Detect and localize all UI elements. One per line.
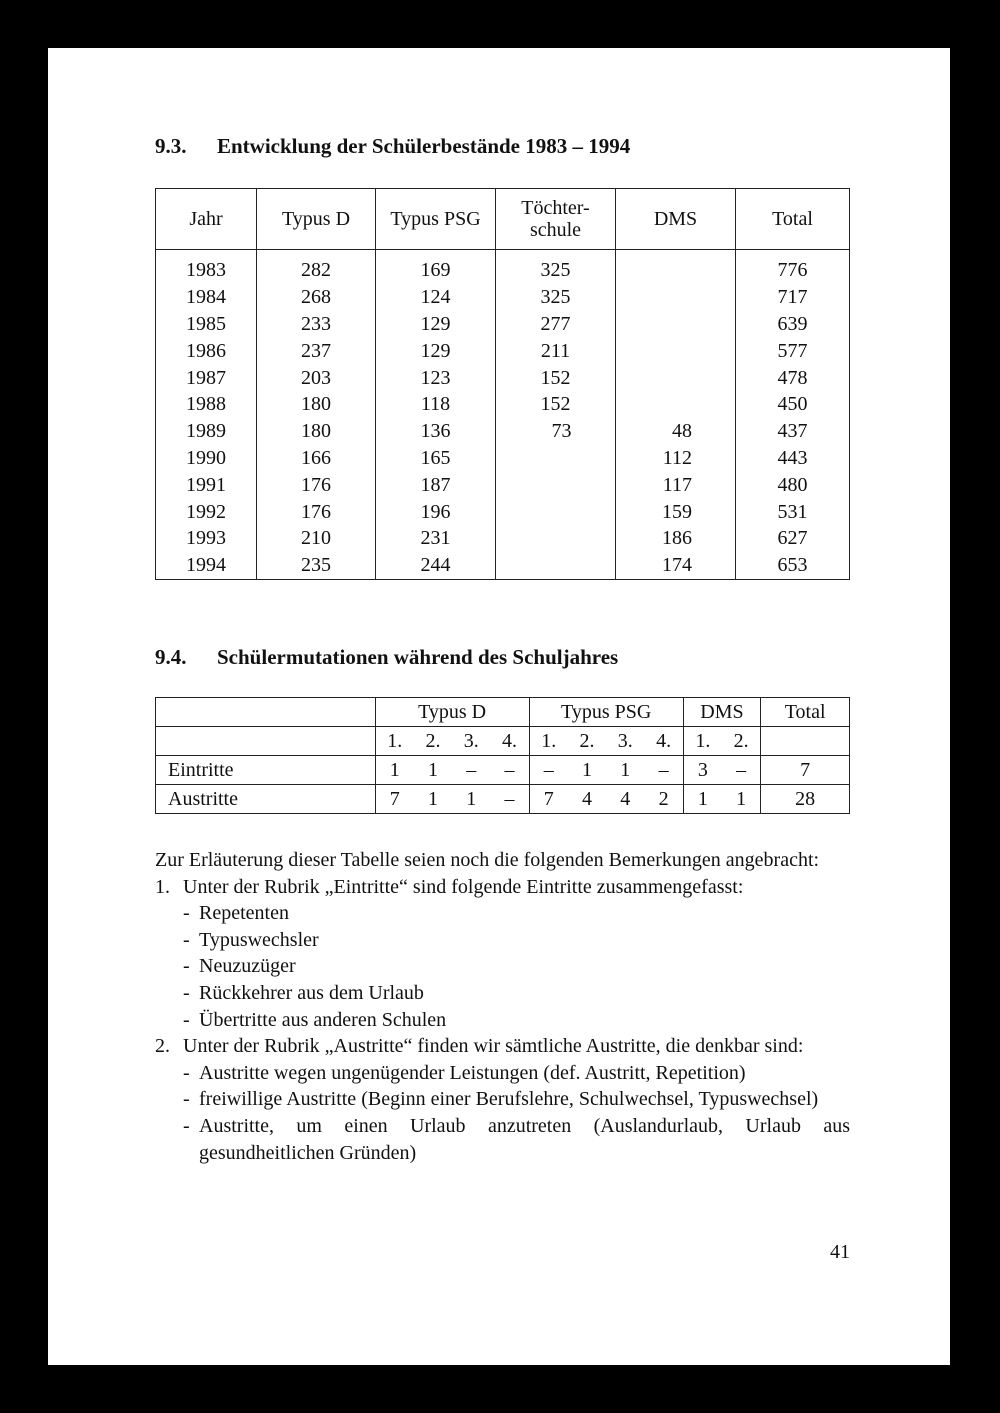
group-header: Typus PSG: [529, 698, 683, 727]
table-cell: 180: [257, 418, 376, 445]
table-cell: 4: [568, 785, 606, 814]
dash-marker: -: [183, 902, 190, 925]
header-toechterschule: Töchter- schule: [496, 189, 616, 250]
table-cell: –: [529, 756, 568, 785]
table-cell: 187: [376, 471, 496, 498]
subheader-row: [156, 727, 850, 756]
table-row: [156, 284, 850, 311]
table-cell: 3.: [606, 727, 644, 756]
table-cell: 776: [736, 250, 850, 284]
sub-list-item: [155, 1086, 850, 1113]
table-row: [156, 756, 850, 785]
table-cell: 73: [496, 418, 616, 445]
row-label: Eintritte: [156, 756, 376, 785]
mutations-table: [155, 697, 850, 814]
table-cell: –: [452, 756, 490, 785]
dash-marker: -: [183, 955, 190, 978]
sub-list-item: [155, 927, 850, 954]
sub-item-text: Austritte, um einen Urlaub anzutreten (Auslandurlaub, Urlaub aus gesundheitlichen Gründen): [199, 1114, 850, 1164]
sub-list-item: [155, 1007, 850, 1034]
table-cell: 180: [257, 391, 376, 418]
table-cell: [616, 250, 736, 284]
table-row: [156, 445, 850, 472]
table-cell: 1: [683, 785, 722, 814]
table-cell: 4.: [644, 727, 683, 756]
table-cell: 1: [722, 785, 761, 814]
table-cell: 2.: [414, 727, 452, 756]
table-cell: 166: [257, 445, 376, 472]
table-cell: –: [644, 756, 683, 785]
table-cell: 1.: [683, 727, 722, 756]
table-cell: [616, 284, 736, 311]
table-cell: 176: [257, 498, 376, 525]
table-cell: 717: [736, 284, 850, 311]
table-cell: [616, 337, 736, 364]
dash-marker: -: [183, 981, 190, 1004]
student-numbers-table: [155, 188, 850, 580]
section-heading-9-3: 9.3. Entwicklung der Schülerbestände 1983 – 1994: [155, 134, 631, 158]
sub-list-item: [155, 953, 850, 980]
sub-list-item: [155, 980, 850, 1007]
table-cell: 1984: [156, 284, 257, 311]
table-cell: 282: [257, 250, 376, 284]
group-header-row: [156, 698, 850, 727]
table-cell: 1: [375, 756, 414, 785]
table-cell: 1: [414, 756, 452, 785]
table-cell: 117: [616, 471, 736, 498]
table-cell: –: [490, 756, 529, 785]
table-cell: 237: [257, 337, 376, 364]
dash-marker: -: [183, 1088, 190, 1111]
group-header: DMS: [683, 698, 761, 727]
header-total: Total: [736, 189, 850, 250]
table-cell: –: [490, 785, 529, 814]
sub-list-item: [155, 1113, 850, 1166]
table-cell: 169: [376, 250, 496, 284]
table-row: [156, 525, 850, 552]
table-cell: 1988: [156, 391, 257, 418]
group-header: Total: [761, 698, 850, 727]
table-cell: 124: [376, 284, 496, 311]
table-cell: [496, 552, 616, 579]
total-cell: 28: [761, 785, 850, 814]
table-cell: [496, 525, 616, 552]
table-cell: 4.: [490, 727, 529, 756]
table-cell: 3: [683, 756, 722, 785]
table-row: [156, 250, 850, 284]
sub-item-text: Austritte wegen ungenügender Leistungen (def. Austritt, Repetition): [199, 1061, 746, 1084]
table-cell: [496, 471, 616, 498]
table-cell: 1987: [156, 364, 257, 391]
table-cell: 118: [376, 391, 496, 418]
table-cell: 480: [736, 471, 850, 498]
table-header-row: [156, 189, 850, 250]
table-cell: 1989: [156, 418, 257, 445]
dash-marker: -: [183, 928, 190, 951]
table-cell: 277: [496, 311, 616, 338]
table-cell: 639: [736, 311, 850, 338]
dash-marker: -: [183, 1008, 190, 1031]
table-cell: 1: [452, 785, 490, 814]
table-cell: 7: [375, 785, 414, 814]
table-cell: 231: [376, 525, 496, 552]
section-heading-9-4: 9.4. Schülermutationen während des Schuljahres: [155, 645, 619, 669]
table-row: [156, 311, 850, 338]
sub-list-item: [155, 1060, 850, 1087]
table-cell: 1991: [156, 471, 257, 498]
table-cell: 211: [496, 337, 616, 364]
table-cell: 136: [376, 418, 496, 445]
table-cell: 1992: [156, 498, 257, 525]
table-cell: 627: [736, 525, 850, 552]
table-cell: 1990: [156, 445, 257, 472]
table-cell: 1: [414, 785, 452, 814]
table-cell: 203: [257, 364, 376, 391]
table-cell: [616, 391, 736, 418]
table-cell: 1993: [156, 525, 257, 552]
table-cell: 1: [568, 756, 606, 785]
table-cell: 325: [496, 250, 616, 284]
table-cell: 152: [496, 364, 616, 391]
header-typus-d: Typus D: [257, 189, 376, 250]
table-cell: 325: [496, 284, 616, 311]
table-cell: 3.: [452, 727, 490, 756]
table-row: [156, 471, 850, 498]
table-cell: 176: [257, 471, 376, 498]
table-cell: –: [722, 756, 761, 785]
sub-item-text: Typuswechsler: [199, 928, 319, 951]
table-cell: 2.: [722, 727, 761, 756]
table-cell: 577: [736, 337, 850, 364]
dash-marker: -: [183, 1114, 190, 1137]
list-item-1: 1. Unter der Rubrik „Eintritte“ sind folgende Eintritte zusammengefasst:: [155, 875, 744, 898]
table-cell: 531: [736, 498, 850, 525]
intro-paragraph: Zur Erläuterung dieser Tabelle seien noch die folgenden Bemerkungen angebracht:: [155, 849, 820, 871]
table-cell: 235: [257, 552, 376, 579]
sub-list-item: [155, 900, 850, 927]
table-cell: 653: [736, 552, 850, 579]
header-dms: DMS: [616, 189, 736, 250]
table-cell: 268: [257, 284, 376, 311]
table-cell: 1983: [156, 250, 257, 284]
header-typus-psg: Typus PSG: [376, 189, 496, 250]
table-cell: 152: [496, 391, 616, 418]
table-cell: 1985: [156, 311, 257, 338]
table-cell: 123: [376, 364, 496, 391]
table-cell: 1994: [156, 552, 257, 579]
table-cell: 7: [529, 785, 568, 814]
table-cell: 2.: [568, 727, 606, 756]
table-cell: 1986: [156, 337, 257, 364]
table-cell: 112: [616, 445, 736, 472]
group-header: Typus D: [375, 698, 529, 727]
sub-item-text: Neuzuzüger: [199, 955, 296, 978]
total-cell: [761, 727, 850, 756]
sub-item-text: Rückkehrer aus dem Urlaub: [199, 981, 424, 1004]
row-label: [156, 727, 376, 756]
table-cell: [496, 445, 616, 472]
table-cell: [616, 364, 736, 391]
table-cell: 129: [376, 311, 496, 338]
table-cell: 4: [606, 785, 644, 814]
table-cell: 196: [376, 498, 496, 525]
table-cell: 437: [736, 418, 850, 445]
table-cell: 48: [616, 418, 736, 445]
sub-item-text: Übertritte aus anderen Schulen: [199, 1008, 447, 1031]
table-cell: 159: [616, 498, 736, 525]
remarks-text: [155, 847, 850, 1166]
table-cell: 1.: [529, 727, 568, 756]
table-cell: 186: [616, 525, 736, 552]
table-cell: [616, 311, 736, 338]
table-cell: 450: [736, 391, 850, 418]
table-row: [156, 364, 850, 391]
empty-cell: [156, 698, 376, 727]
table-cell: 2: [644, 785, 683, 814]
table-cell: 478: [736, 364, 850, 391]
list-item-2: 2. Unter der Rubrik „Austritte“ finden wir sämtliche Austritte, die denkbar sind:: [155, 1035, 804, 1058]
row-label: Austritte: [156, 785, 376, 814]
document-page: [48, 48, 950, 1365]
table-row: [156, 418, 850, 445]
table-cell: 129: [376, 337, 496, 364]
table-row: [156, 337, 850, 364]
table-row: [156, 552, 850, 579]
table-cell: 165: [376, 445, 496, 472]
sub-item-text: freiwillige Austritte (Beginn einer Berufslehre, Schulwechsel, Typuswechsel): [199, 1088, 819, 1111]
page-number: 41: [830, 1241, 850, 1263]
table-row: [156, 391, 850, 418]
table-cell: 1: [606, 756, 644, 785]
table-row: [156, 785, 850, 814]
table-cell: 244: [376, 552, 496, 579]
table-cell: [496, 498, 616, 525]
table-cell: 210: [257, 525, 376, 552]
dash-marker: -: [183, 1061, 190, 1084]
table-cell: 174: [616, 552, 736, 579]
table-cell: 443: [736, 445, 850, 472]
header-jahr: Jahr: [156, 189, 257, 250]
table-row: [156, 498, 850, 525]
table-cell: 1.: [375, 727, 414, 756]
table-cell: 233: [257, 311, 376, 338]
total-cell: 7: [761, 756, 850, 785]
sub-item-text: Repetenten: [199, 902, 289, 925]
